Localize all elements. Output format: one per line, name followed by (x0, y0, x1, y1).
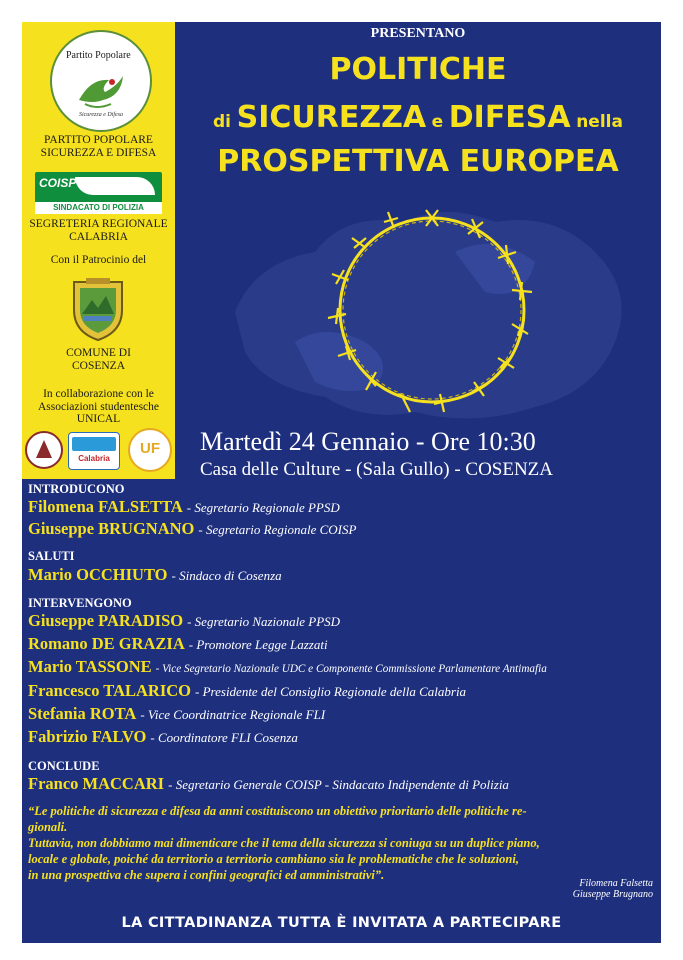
party-name: PARTITO POPOLARE SICUREZZA E DIFESA (40, 134, 157, 159)
patronage-label: Con il Patrocinio del (50, 254, 147, 266)
quote-block: “Le politiche di sicurezza e difesa da anni costituiscono un obiettivo prioritario delle politiche re- gionali. Tuttavia, non dobbiamo mai dimenticare che il tema della sicurezza si coniuga su un duplice piano, locale e globale, poiché da territorio a territorio cambiano sia le problematiche che le soluzioni, in una prospettiva che supera i confini geografici ed amministrativi”. (28, 804, 540, 882)
event-poster (22, 22, 661, 943)
wave-icon (72, 437, 116, 451)
secretariat: SEGRETERIA REGIONALE CALABRIA (29, 218, 168, 243)
event-venue: Casa delle Culture - (Sala Gullo) - COSENZA (200, 459, 554, 480)
dove-icon (71, 70, 131, 112)
barbed-wire-ring-icon (322, 200, 542, 420)
student-association-logo-3: UF (128, 428, 172, 472)
party-logo-name: Partito Popolare (66, 50, 131, 61)
student-association-logo-1 (24, 430, 64, 470)
title-line-1: POLITICHE (329, 52, 507, 87)
title-line-3: PROSPETTIVA EUROPEA (217, 144, 619, 179)
collaboration: In collaborazione con le Associazioni studentesche UNICAL (37, 388, 160, 425)
speaker-row: Fabrizio FALVO - Coordinatore FLI Cosenza (28, 727, 298, 746)
speaker-row: Filomena FALSETTA - Segretario Regionale PPSD (28, 497, 340, 516)
party-logo (50, 30, 152, 132)
sponsor-sidebar (22, 22, 175, 479)
speaker-row: Francesco TALARICO - Presidente del Consiglio Regionale della Calabria (28, 681, 467, 700)
speaker-row: Mario TASSONE - Vice Segretario Nazionale UDC e Componente Commissione Parlamentare Antimafia (28, 657, 547, 676)
section-heading-intervengono: INTERVENGONO (28, 596, 132, 610)
speaker-row: Romano DE GRAZIA - Promotore Legge Lazzati (28, 634, 328, 653)
invitation-footer: LA CITTADINANZA TUTTA È INVITATA A PARTECIPARE (121, 915, 562, 931)
signatures: Filomena Falsetta Giuseppe Brugnano (572, 878, 653, 900)
wing-icon (75, 177, 155, 195)
section-heading-introduzione: INTRODUCONO (28, 482, 125, 496)
title-line-2: di SICUREZZA e DIFESA nella (213, 100, 623, 135)
coisp-logo: COISP SINDACATO DI POLIZIA (35, 172, 162, 214)
speaker-row: Giuseppe BRUGNANO - Segretario Regionale COISP (28, 519, 357, 538)
event-date-time: Martedì 24 Gennaio - Ore 10:30 (200, 427, 536, 456)
section-heading-conclude: CONCLUDE (28, 759, 100, 773)
municipality: COMUNE DI COSENZA (66, 347, 131, 372)
speaker-row: Franco MACCARI - Segretario Generale COISP - Sindacato Indipendente di Polizia (28, 774, 509, 793)
speaker-row: Giuseppe PARADISO - Segretario Nazionale PPSD (28, 611, 341, 630)
student-association-logo-2: Calabria (68, 432, 120, 470)
city-coat-of-arms-icon (66, 276, 130, 342)
speaker-row: Stefania ROTA - Vice Coordinatrice Regionale FLI (28, 704, 326, 723)
party-logo-subtitle: Sicurezza e Difesa (78, 112, 124, 118)
speaker-row: Mario OCCHIUTO - Sindaco di Cosenza (28, 565, 282, 584)
presenter-label: PRESENTANO (370, 26, 466, 41)
section-heading-saluti: SALUTI (28, 549, 75, 563)
